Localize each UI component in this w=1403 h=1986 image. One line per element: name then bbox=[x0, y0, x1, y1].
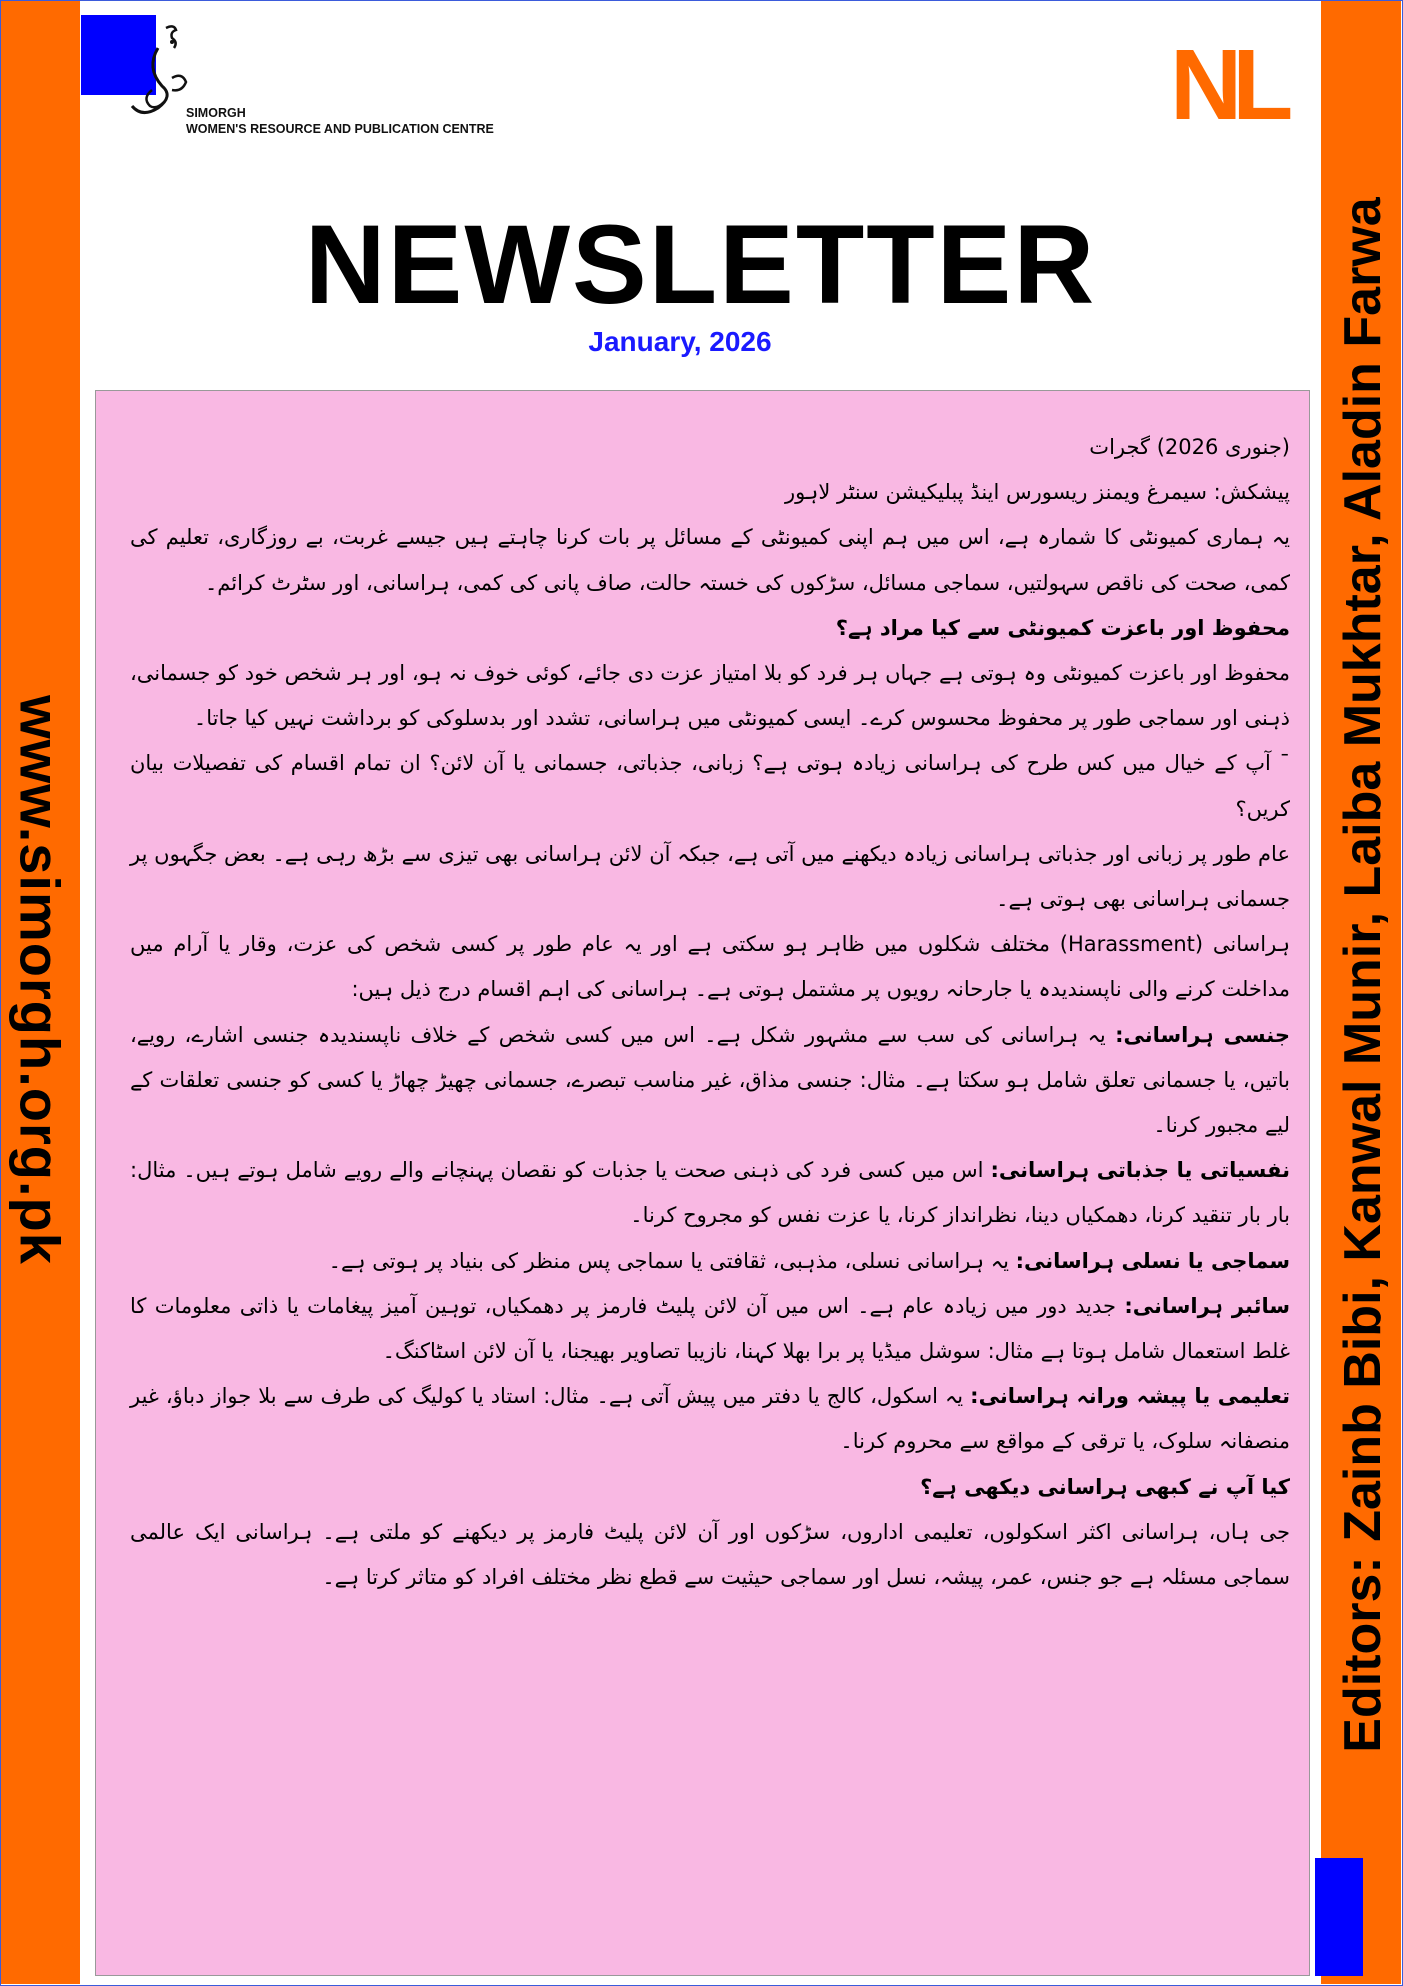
newsletter-title: NEWSLETTER bbox=[304, 202, 1097, 327]
social-harassment-text: یہ ہراسانی نسلی، مذہبی، ثقافتی یا سماجی پس منظر کی بنیاد پر ہوتی ہے۔ bbox=[328, 1248, 1016, 1273]
org-name-line1: SIMORGH bbox=[186, 106, 246, 120]
cyber-harassment-label: سائبر ہراسانی: bbox=[1124, 1293, 1290, 1318]
presenter-line: پیشکش: سیمرغ ویمنز ریسورس اینڈ پبلیکیشن سنٹر لاہور bbox=[785, 480, 1290, 505]
org-name bbox=[186, 105, 494, 137]
dateline: (جنوری 2026) گجرات bbox=[1089, 435, 1290, 459]
harassment-definition: ہراسانی (Harassment) مختلف شکلوں میں ظاہر ہو سکتی ہے اور یہ عام طور پر کسی شخص کی عزت، وقار یا آرام میں مداخلت کرنے والی ناپسندیدہ یا جارحانہ رویوں پر مشتمل ہوتی ہے۔ ہراسانی کی اہم اقسام درج ذیل ہیں: bbox=[130, 932, 1290, 1002]
sexual-harassment-label: جنسی ہراسانی: bbox=[1115, 1022, 1291, 1047]
edu-harassment-text: یہ اسکول، کالج یا دفتر میں پیش آتی ہے۔ مثال: استاد یا کولیگ کی طرف سے بلا جواز دباؤ، غیر منصفانہ سلوک، یا ترقی کے مواقع سے محروم کرنا۔ bbox=[130, 1384, 1290, 1454]
answer-2: عام طور پر زبانی اور جذباتی ہراسانی زیادہ دیکھنے میں آتی ہے، جبکہ آن لائن ہراسانی بھی تیزی سے بڑھ رہی ہے۔ بعض جگہوں پر جسمانی ہراسانی بھی ہوتی ہے۔ bbox=[130, 841, 1290, 912]
org-name-line2: WOMEN'S RESOURCE AND PUBLICATION CENTRE bbox=[186, 122, 494, 136]
question-1: محفوظ اور باعزت کمیونٹی سے کیا مراد ہے؟ bbox=[835, 615, 1290, 640]
psych-harassment-item bbox=[130, 1148, 1290, 1238]
issue-date: January, 2026 bbox=[588, 326, 772, 357]
nl-badge-logo: NL bbox=[1170, 29, 1284, 141]
intro-paragraph: یہ ہماری کمیونٹی کا شمارہ ہے، اس میں ہم اپنی کمیونٹی کے مسائل پر بات کرنا چاہتے ہیں جیسے غربت، بے روزگاری، تعلیم کی کمی، صحت کی ناقص سہولتیں، سماجی مسائل، سڑکوں کی خستہ حالت، صاف پانی کی کمی، ہراسانی، اور سٹرٹ کرائم۔ bbox=[130, 525, 1290, 595]
simorgh-logo bbox=[128, 18, 528, 136]
psych-harassment-text: اس میں کسی فرد کی ذہنی صحت یا جذبات کو نقصان پہنچانے والے رویے شامل ہوتے ہیں۔ مثال: بار بار تنقید کرنا، دھمکیاں دینا، نظرانداز کرنا، یا عزت نفس کو مجروح کرنا۔ bbox=[130, 1158, 1290, 1228]
answer-1: محفوظ اور باعزت کمیونٹی وہ ہوتی ہے جہاں ہر فرد کو بلا امتیاز عزت دی جائے، کوئی خوف نہ ہو، اور ہر شخص خود کو جسمانی، ذہنی اور سماجی طور پر محفوظ محسوس کرے۔ ایسی کمیونٹی میں ہراسانی، تشدد اور بدسلوکی کو برداشت نہیں کیا جاتا۔ bbox=[130, 661, 1290, 731]
blue-square-bottom bbox=[1315, 1858, 1363, 1976]
cyber-harassment-text: جدید دور میں زیادہ عام ہے۔ اس میں آن لائن پلیٹ فارمز پر دھمکیاں، توہین آمیز پیغامات یا ذاتی معلومات کا غلط استعمال شامل ہوتا ہے مثال: سوشل میڈیا پر برا بھلا کہنا، نازیبا تصاویر بھیجنا، یا آن لائن اسٹاکنگ۔ bbox=[130, 1293, 1290, 1364]
sexual-harassment-item bbox=[130, 1013, 1290, 1149]
social-harassment-label: سماجی یا نسلی ہراسانی: bbox=[1015, 1248, 1290, 1273]
website-url[interactable]: www.simorgh.org.pk bbox=[8, 695, 72, 1265]
edu-harassment-item bbox=[130, 1374, 1290, 1464]
editors-credit: Editors: Zainb Bibi, Kanwal Munir, Laiba Mukhtar, Aladin Farwa bbox=[1334, 197, 1392, 1753]
question-3: کیا آپ نے کبھی ہراسانی دیکھی ہے؟ bbox=[920, 1474, 1290, 1499]
psych-harassment-label: نفسیاتی یا جذباتی ہراسانی: bbox=[990, 1158, 1290, 1183]
article-body bbox=[130, 425, 1290, 1600]
edu-harassment-label: تعلیمی یا پیشہ ورانہ ہراسانی: bbox=[970, 1384, 1290, 1409]
social-harassment-item bbox=[130, 1239, 1290, 1284]
answer-3: جی ہاں، ہراسانی اکثر اسکولوں، تعلیمی اداروں، سڑکوں اور آن لائن پلیٹ فارمز پر دیکھنے کو ملتی ہے۔ ہراسانی ایک عالمی سماجی مسئلہ ہے جو جنس، عمر، پیشہ، نسل اور سماجی حیثیت سے قطع نظر مختلف افراد کو متاثر کرتا ہے۔ bbox=[130, 1519, 1290, 1590]
cyber-harassment-item bbox=[130, 1284, 1290, 1374]
question-2: ¯ آپ کے خیال میں کس طرح کی ہراسانی زیادہ ہوتی ہے؟ زبانی، جذباتی، جسمانی یا آن لائن؟ ان تمام اقسام کی تفصیلات بیان کریں؟ bbox=[130, 751, 1290, 821]
sexual-harassment-text: یہ ہراسانی کی سب سے مشہور شکل ہے۔ اس میں کسی شخص کے خلاف ناپسندیدہ جنسی اشارے، رویے، باتیں، یا جسمانی تعلق شامل ہو سکتا ہے۔ مثال: جنسی مذاق، غیر مناسب تبصرے، جسمانی چھیڑ چھاڑ یا کسی کو جنسی تعلقات کے لیے مجبور کرنا۔ bbox=[130, 1022, 1290, 1138]
